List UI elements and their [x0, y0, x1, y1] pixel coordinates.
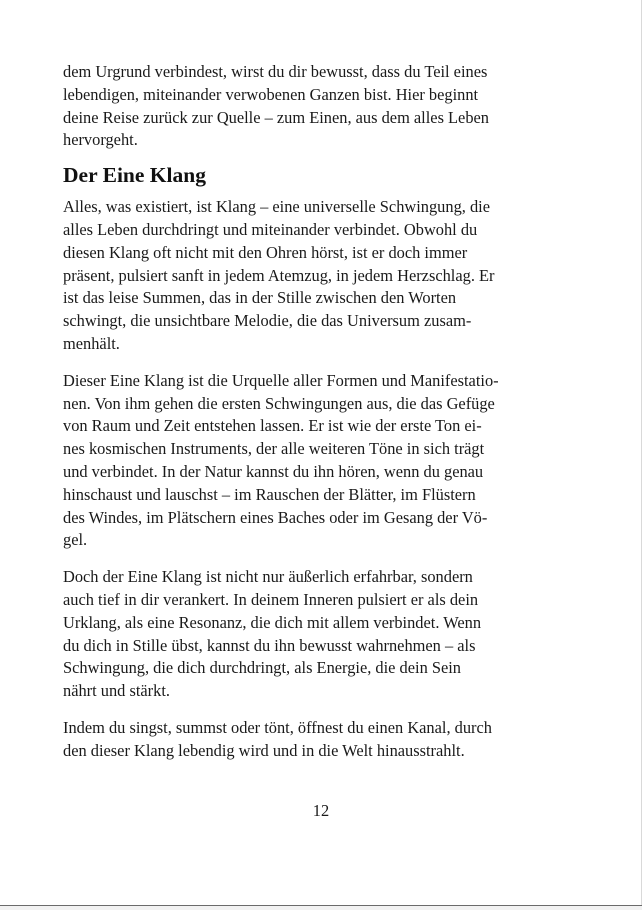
text-line: von Raum und Zeit entstehen lassen. Er ist wie der erste Ton ei- — [63, 416, 482, 436]
text-line: nes kosmischen Instruments, der alle weiteren Töne in sich trägt — [63, 439, 485, 459]
text-line: deine Reise zurück zur Quelle – zum Einen, aus dem alles Leben — [63, 107, 489, 127]
page-number: 12 — [312, 801, 330, 820]
text-line: gel. — [63, 530, 88, 550]
text-line: Alles, was existiert, ist Klang – eine universelle Schwingung, die — [63, 197, 490, 217]
text-line: Urklang, als eine Resonanz, die dich mit allem verbindet. Wenn — [63, 612, 482, 632]
section-heading: Der Eine Klang — [63, 163, 206, 188]
text-line: nährt und stärkt. — [63, 681, 170, 701]
text-line: präsent, pulsiert sanft in jedem Atemzug, in jedem Herzschlag. Er — [63, 265, 495, 285]
text-line: Dieser Eine Klang ist die Urquelle aller Formen und Manifestatio- — [63, 370, 499, 390]
text-line: hinschaust und lauschst – im Rauschen der Blätter, im Flüstern — [63, 484, 476, 504]
text-line: schwingt, die unsichtbare Melodie, die das Universum zusam- — [63, 311, 472, 331]
text-line: des Windes, im Plätschern eines Baches oder im Gesang der Vö- — [63, 507, 488, 527]
paragraph-4 — [63, 717, 563, 763]
page-gap — [0, 906, 642, 910]
text-line: menhält. — [63, 333, 120, 353]
text-line: auch tief in dir verankert. In deinem Inneren pulsiert er als dein — [63, 589, 479, 609]
text-line: den dieser Klang lebendig wird und in die Welt hinausstrahlt. — [63, 740, 465, 760]
text-line: Indem du singst, summst oder tönt, öffnest du einen Kanal, durch — [63, 717, 492, 737]
text-line: nen. Von ihm gehen die ersten Schwingungen aus, die das Gefüge — [63, 393, 495, 413]
text-line: Schwingung, die dich durchdringt, als Energie, die dein Sein — [63, 658, 462, 678]
intro-paragraph — [63, 61, 563, 152]
page-content — [63, 61, 563, 763]
text-line: diesen Klang oft nicht mit den Ohren hörst, ist er doch immer — [63, 242, 468, 262]
paragraph-3 — [63, 566, 563, 703]
text-line: alles Leben durchdringt und miteinander verbindet. Obwohl du — [63, 219, 478, 239]
text-line: lebendigen, miteinander verwobenen Ganzen bist. Hier beginnt — [63, 84, 479, 104]
text-line: ist das leise Summen, das in der Stille zwischen den Worten — [63, 288, 457, 308]
paragraph-1 — [63, 196, 563, 356]
paragraph-2 — [63, 370, 563, 552]
text-line: und verbindet. In der Natur kannst du ihn hören, wenn du genau — [63, 461, 484, 481]
text-line: dem Urgrund verbindest, wirst du dir bewusst, dass du Teil eines — [63, 62, 488, 81]
text-line: du dich in Stille übst, kannst du ihn bewusst wahrnehmen – als — [63, 635, 476, 655]
text-line: hervorgeht. — [63, 130, 138, 150]
text-line: Doch der Eine Klang ist nicht nur äußerlich erfahrbar, sondern — [63, 567, 473, 587]
